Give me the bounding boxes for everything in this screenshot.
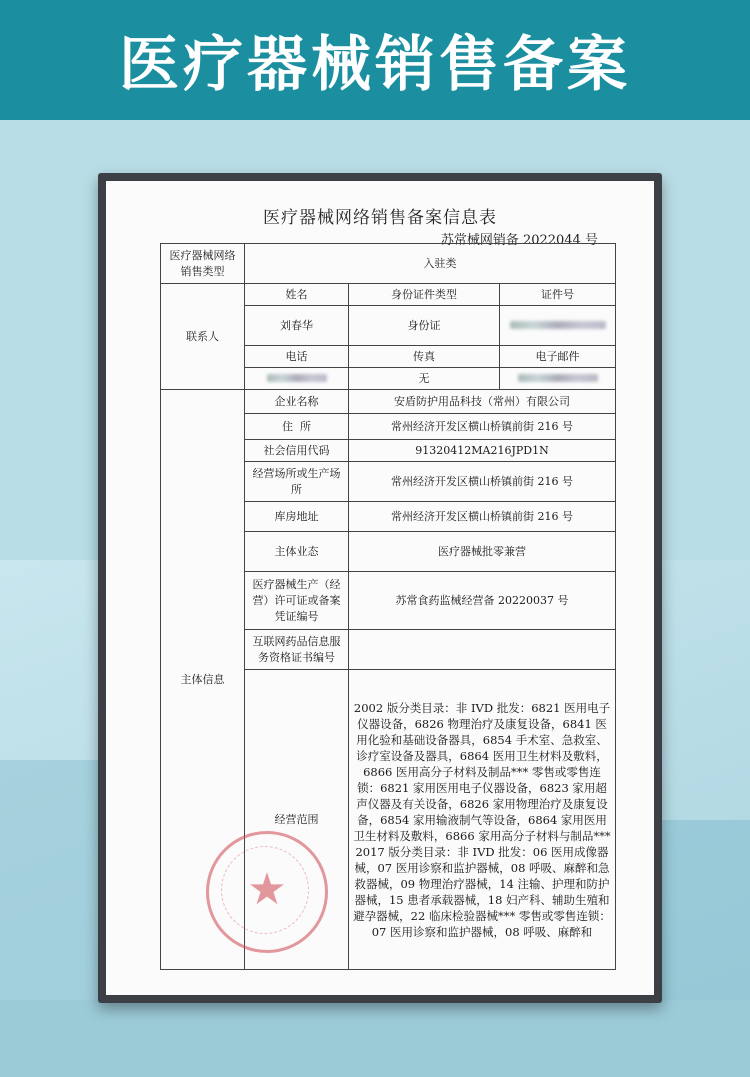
contact-fax: 无: [349, 368, 500, 390]
official-seal: [206, 831, 328, 953]
contact-group-label: 联系人: [161, 284, 245, 390]
row-contact-headers: [161, 284, 616, 306]
header-name: 姓名: [245, 284, 349, 306]
license-label: 医疗器械生产（经营）许可证或备案凭证编号: [245, 572, 349, 630]
header-phone: 电话: [245, 346, 349, 368]
credit-code-label: 社会信用代码: [245, 440, 349, 462]
credit-code-value: 91320412MA216JPD1N: [349, 440, 616, 462]
contact-email: [500, 368, 616, 390]
company-name-label: 企业名称: [245, 390, 349, 414]
document-paper: [106, 181, 654, 995]
document-title: 医疗器械网络销售备案信息表: [263, 208, 497, 228]
sales-type-text: 入驻类: [423, 256, 457, 270]
contact-phone: [245, 368, 349, 390]
document-number: 苏常械网销备 2022044 号: [440, 233, 598, 248]
scope-value: 2002 版分类目录：非 IVD 批发：6821 医用电子仪器设备，6826 物理治疗及康复设备，6841 医用化验和基础设备器具，6854 手术室、急救室、诊疗室设备及器具，6864 医用卫生材料及敷料，6866 医用高分子材料及制品*** 零售或零售连锁：6821 家用医用电子仪器设备，6823 家用超声仪器及有关设备，6826 家用物理治疗及康复设备，6854 家用输液制气等设备，6864 家用医用卫生材料及敷料，6866 家用高分子材料与制品*** 2017 版分类目录：非 IVD 批发：06 医用成像器械，07 医用诊察和监护器械，08 呼吸、麻醉和急救器械，09 物理治疗器械，14 注输、护理和防护器械，15 患者承载器械，18 妇产科、辅助生殖和避孕器械，22 临床检验器械*** 零售或零售连锁：07 医用诊察和监护器械，08 呼吸、麻醉和: [349, 670, 616, 970]
sales-type-value: [245, 244, 616, 284]
contact-id-type: 身份证: [349, 306, 500, 346]
sales-type-label: 医疗器械网络销售类型: [161, 244, 245, 284]
seal-star-icon: ★: [247, 864, 287, 915]
company-name-value: 安盾防护用品科技（常州）有限公司: [349, 390, 616, 414]
document-frame: [98, 173, 662, 1003]
scope-label: 经营范围: [245, 670, 349, 970]
id-number-redacted: [510, 321, 606, 329]
phone-redacted: [267, 374, 327, 382]
license-value: 苏常食药监械经营备 20220037 号: [349, 572, 616, 630]
header-id-no: 证件号: [500, 284, 616, 306]
banner-title: 医疗器械销售备案: [119, 30, 631, 100]
row-company-name: [161, 390, 616, 414]
business-value: 医疗器械批零兼营: [349, 532, 616, 572]
contact-name: 刘春华: [245, 306, 349, 346]
internet-value: [349, 630, 616, 670]
warehouse-label: 库房地址: [245, 502, 349, 532]
site-value: 常州经济开发区横山桥镇前街 216 号: [349, 462, 616, 502]
header-banner: [0, 0, 750, 120]
internet-label: 互联网药品信息服务资格证书编号: [245, 630, 349, 670]
email-redacted: [518, 374, 598, 382]
business-label: 主体业态: [245, 532, 349, 572]
address-label: 住 所: [245, 414, 349, 440]
header-fax: 传真: [349, 346, 500, 368]
header-id-type: 身份证件类型: [349, 284, 500, 306]
contact-id-no: [500, 306, 616, 346]
address-value: 常州经济开发区横山桥镇前街 216 号: [349, 414, 616, 440]
header-email: 电子邮件: [500, 346, 616, 368]
subject-group-label: 主体信息: [161, 390, 245, 970]
site-label: 经营场所或生产场所: [245, 462, 349, 502]
background-floor: [0, 1000, 750, 1077]
row-sales-type: [161, 244, 616, 284]
warehouse-value: 常州经济开发区横山桥镇前街 216 号: [349, 502, 616, 532]
